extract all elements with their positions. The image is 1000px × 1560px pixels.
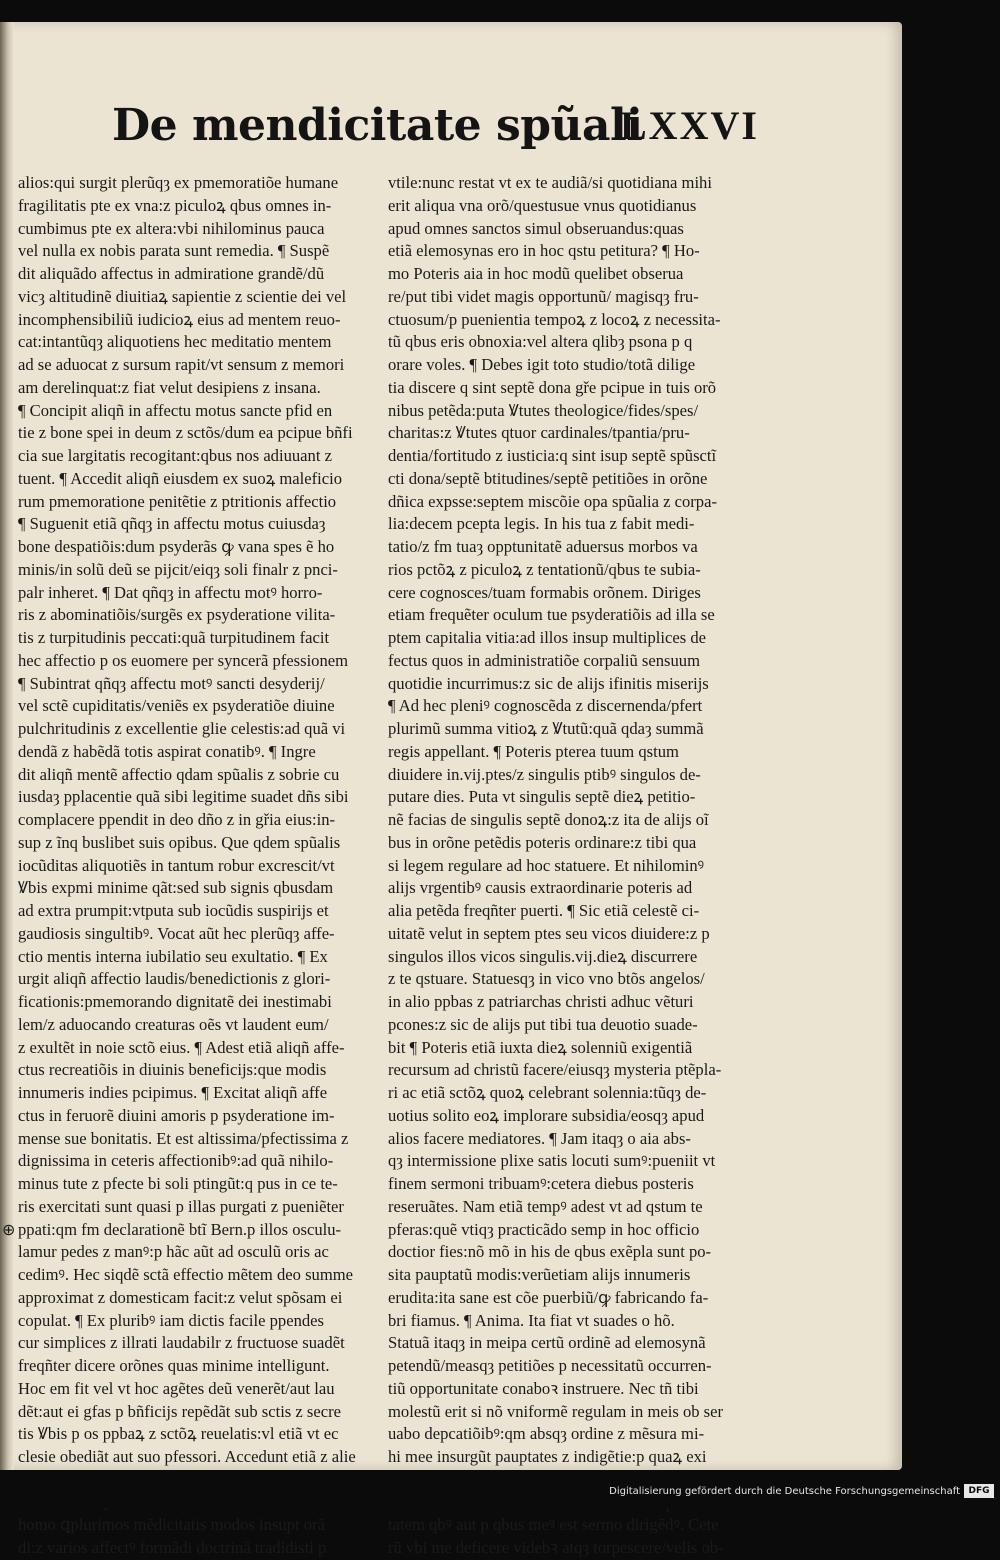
- text-line: hi mee insurgũt pauptates z indigẽtie:p quaꝝ exi: [388, 1447, 707, 1466]
- text-line: erit aliqua vna orõ/questusue vnus quotidianus: [388, 195, 697, 215]
- footer-bar: [0, 1470, 1000, 1508]
- text-line: ¶ Concipit aliqñ in affectu motus sancte pfid en: [18, 400, 333, 420]
- text-line: cti dona/septẽ btitudines/septẽ petitiões in orõne: [388, 468, 708, 488]
- text-line: etiam frequẽter oculum tue psyderatiõis ad illa se: [388, 605, 715, 625]
- text-line: nẽ facias de singulis septẽ donoꝝ:z ita de alijs oĩ: [388, 810, 709, 829]
- text-line: bit ¶ Poteris etiã iuxta dieꝝ solenniũ exigentiã: [388, 1037, 693, 1057]
- text-line: quotidie incurrimus:z sic de alijs ifinitis miserijs: [388, 673, 709, 693]
- text-line: vel nulla ex nobis parata sunt remedia. ¶ Suspẽ: [18, 241, 330, 261]
- text-line: putare dies. Puta vt singulis septẽ dieꝝ petitio-: [388, 787, 696, 807]
- text-line: reseruãtes. Nam etiã tempꝰ adest vt ad qstum te: [388, 1196, 703, 1216]
- text-line: Hoc em fit vel vt hoc agẽtes deũ venerẽt/aut lau: [18, 1378, 335, 1398]
- text-line: dentia/fortitudo z iusticia:q sint isup septẽ spũsctĩ: [388, 446, 717, 465]
- text-line: iocũditas aliquotiẽs in tantum robur excrescit/vt: [18, 855, 335, 875]
- text-line: mense sue bonitatis. Et est altissima/pfectissima z: [18, 1128, 349, 1148]
- text-line: si legem regulare ad hoc statuere. Et nihilominꝰ: [388, 855, 704, 875]
- text-line: fragilitatis pte ex vna:z piculoꝝ qbus omnes in-: [18, 195, 332, 215]
- text-line: dit aliquãdo affectus in admiratione grandẽ/dũ: [18, 264, 325, 283]
- text-line: alios:qui surgit plerũqȝ ex pmemoratiõe humane: [18, 173, 339, 192]
- text-line: approximat z domesticam facit:z velut spõsam ei: [18, 1287, 343, 1307]
- text-line: uabo depcatiõibꝰ:qm absqȝ ordine z mẽsura mi-: [388, 1424, 705, 1444]
- text-line: complacere ppendit in deo dño z in gřia eius:in-: [18, 810, 336, 829]
- text-line: cat:intantũqȝ aliquotiens hec meditatio mentem: [18, 332, 332, 352]
- text-line: molestũ erit si nõ vniformẽ regulam in meis ob ser: [388, 1401, 724, 1421]
- text-line: alios facere mediatores. ¶ Jam itaqȝ o aia abs-: [388, 1128, 691, 1148]
- text-line: petendũ/measqȝ petitiões p necessitatũ occurren-: [388, 1356, 712, 1375]
- text-line: nibus petẽda:puta Ꝟtutes theologice/fides/spes/: [388, 400, 699, 420]
- text-line: pulchritudinis z excellentie glie celestis:ad quã vi: [18, 719, 346, 738]
- text-line: dignissima in ceteris affectionibꝰ:ad quã nihilo-: [18, 1151, 334, 1171]
- text-line: sita pauptatũ modis:verũetiam alijs innumeris: [388, 1265, 691, 1284]
- text-line: ptem capitalia vitia:ad illos insup multiplices de: [388, 628, 706, 647]
- text-line: innumeris indies pcipimus. ¶ Excitat aliqñ affe: [18, 1083, 328, 1102]
- text-line: doctior fies:nõ mõ in his de qbus exẽpla sunt po-: [388, 1242, 712, 1262]
- text-line: uitatẽ velut in septem ptes seu vicos diuidere:z p: [388, 923, 710, 943]
- text-line: dit aliqñ mentẽ affectio qdam spũalis z sobrie cu: [18, 764, 340, 784]
- text-line: lia:decem pcepta legis. In his tua z fabit medi-: [388, 514, 695, 534]
- text-line: re/put tibi videt magis opportunũ/ magisqȝ fru-: [388, 286, 699, 306]
- text-line: dñica expsse:septem miscõie opa spũalia z corpa-: [388, 491, 717, 511]
- text-line: uotius solito eoꝝ implorare subsidia/eosqȝ apud: [388, 1105, 705, 1125]
- text-line: dendã z habẽdã totis aspirat conatibꝰ. ¶ Ingre: [18, 741, 316, 761]
- text-line: regis appellant. ¶ Poteris pterea tuum qstum: [388, 741, 679, 761]
- text-line: hec affectio p os euomere per syncerã pfessionem: [18, 650, 349, 670]
- folio-number: LXXVI: [620, 103, 759, 148]
- text-line: Statuã itaqȝ in meipa certũ ordinẽ ad elemosynã: [388, 1333, 706, 1353]
- text-line: homo ꝗplurimos mẽdicitatis modos insupt orã: [18, 1515, 325, 1535]
- text-line: vicȝ altitudinẽ diuitiaꝝ sapientie z scientie dei vel: [18, 286, 347, 306]
- text-line: mo Poteris aia in hoc modũ quelibet obserua: [388, 264, 684, 283]
- text-line: tia discere q sint septẽ dona gře pcipue in tuis orõ: [388, 377, 717, 397]
- text-line: clesie obediãt aut suo pfessori. Accedunt etiã z alie: [18, 1447, 356, 1466]
- text-line: ¶ Subintrat qñqȝ affectu motꝰ sancti desyderij/: [18, 673, 325, 693]
- text-line: bri fiamus. ¶ Anima. Ita fiat vt suades o hõ.: [388, 1310, 675, 1330]
- text-line: finem sermoni tribuamꝰ:cetera diebus posteris: [388, 1174, 694, 1193]
- text-line: ctio mentis interna iubilatio seu exultatio. ¶ Ex: [18, 946, 328, 966]
- text-line: gaudiosis singultibꝰ. Vocat aũt hec plerũqȝ affe-: [18, 923, 335, 943]
- text-line: ctus in feruorẽ diuini amoris p psyderatione im-: [18, 1105, 335, 1125]
- text-line: vtile:nunc restat vt ex te audiã/si quotidiana mihi: [388, 173, 712, 192]
- text-line: iusdaȝ pplacentie quã sibi legitime suadet dñs sibi: [18, 787, 349, 807]
- text-line: bus in orõne petẽdis poteris ordinare:z tibi qua: [388, 832, 697, 852]
- text-line: etiã elemosynas ero in hoc qstu petitura? ¶ Ho-: [388, 241, 700, 261]
- right-text-column: [388, 172, 756, 1560]
- text-line: tis Ꝟbis p os ppbaꝝ z sctõꝝ reuelatis:vl etiã vt ec: [18, 1424, 339, 1444]
- text-line: ¶ Suguenit etiã qñqȝ in affectu motus cuiusdaȝ: [18, 514, 326, 534]
- text-line: in alio ppbas z patriarchas christi adhuc vẽturi: [388, 992, 694, 1011]
- margin-mark-icon: ⊕: [2, 1220, 16, 1239]
- text-line: fectus quos in administratiõe corpaliũ sensuum: [388, 650, 700, 670]
- text-line: z exultẽt in noie sctõ eius. ¶ Adest etiã aliqñ affe-: [18, 1037, 345, 1057]
- left-text-column: [18, 172, 386, 1560]
- text-line: minis/in solũ deũ se pijcit/eiqȝ soli finalr z pnci-: [18, 559, 338, 579]
- text-line: Ꝟbis expmi minime qãt:sed sub signis qbusdam: [18, 878, 334, 898]
- text-line: ppati:qm fm declarationẽ btĩ Bern.p illos osculu-: [18, 1219, 342, 1239]
- text-line: ris z abominatiõis/surgẽs ex psyderatione vilita-: [18, 605, 336, 625]
- text-line: sup z ĩnq buslibet suis opibus. Que qdem spũalis: [18, 832, 341, 852]
- text-line: ris exercitati sunt quasi p illas purgati z pueniẽter: [18, 1196, 344, 1216]
- text-line: orare voles. ¶ Debes igit toto studio/totã dilige: [388, 355, 696, 374]
- text-line: tiũ opportunitate conaboꝛ instruere. Nec tñ tibi: [388, 1378, 699, 1398]
- text-line: tatem qbꝰ aut p qbus meꝰ est sermo dirigẽdꝰ. Cete: [388, 1515, 719, 1535]
- text-line: ctuosum/p puenientia tempoꝝ z locoꝝ z necessita-: [388, 309, 721, 329]
- text-line: diuidere in.vij.ptes/z singulis ptibꝰ singulos de-: [388, 764, 701, 784]
- text-line: ¶ Ad hec pleniꝰ cognoscẽda z discernenda/pfert: [388, 696, 703, 716]
- text-line: cur simplices z illrati laudabilr z fructuose suadẽt: [18, 1333, 345, 1353]
- text-line: ctus recreatiõis in diuinis beneficijs:que modis: [18, 1060, 327, 1080]
- text-line: alia petẽda freqñter puerti. ¶ Sic etiã celestẽ ci-: [388, 901, 700, 920]
- text-line: cedimꝰ. Hec siqdẽ sctã effectio mẽtem deo summe: [18, 1265, 354, 1284]
- text-line: rũ vbi me deficere videbꝛ atqȝ torpescere/velis ob-: [388, 1538, 724, 1557]
- text-line: lamur pedes z manꝰ:p hãc aũt ad osculũ oris ac: [18, 1242, 329, 1262]
- text-line: charitas:z Ꝟtutes qtuor cardinales/tpantia/pru-: [388, 423, 690, 443]
- text-line: copulat. ¶ Ex pluribꝰ iam dictis facile ppendes: [18, 1310, 325, 1330]
- text-line: apud omnes sanctos simul obseruandus:quas: [388, 218, 684, 238]
- text-line: ad extra prumpit:vtputa sub iocũdis suspirijs et: [18, 901, 329, 920]
- text-line: bone despatiõis:dum psyderãs ꝙ vana spes ẽ ho: [18, 537, 335, 556]
- text-line: recursum ad christũ facere/eiusqȝ mysteria ptẽpla-: [388, 1060, 722, 1080]
- text-line: ri ac etiã sctõꝝ quoꝝ celebrant solennia:tũqȝ de-: [388, 1083, 707, 1102]
- text-line: erudita:ita sane est cõe puerbiũ/ꝙ fabricando fa-: [388, 1287, 709, 1307]
- text-line: alijs vrgentibꝰ causis extraordinarie poteris ad: [388, 878, 693, 898]
- text-line: urgit aliqñ affectio laudis/benedictionis z glori-: [18, 969, 331, 989]
- text-line: ficationis:pmemorando dignitatẽ dei inestimabi: [18, 992, 332, 1011]
- text-line: vel sctẽ cupiditatis/veniẽs ex psyderatiõe diuine: [18, 696, 335, 716]
- text-line: minus tute z pfecte bi soli ptingũt:q pus in ce te-: [18, 1174, 338, 1193]
- text-line: tuent. ¶ Accedit aliqñ eiusdem ex suoꝝ maleficio: [18, 468, 343, 488]
- text-line: cia sue largitatis recogitant:qbus nos adiuuant z: [18, 446, 332, 465]
- text-line: pcones:z sic de alijs put tibi tua deuotio suade-: [388, 1014, 698, 1034]
- text-line: rum pmemoratione penitẽtie z ptritionis affectio: [18, 491, 337, 511]
- text-line: palr inheret. ¶ Dat qñqȝ in affectu motꝰ horro-: [18, 582, 323, 602]
- text-line: ad se aduocat z sursum rapit/vt sensum z memori: [18, 355, 345, 374]
- text-line: qȝ intermissione plixe satis locuti sumꝰ:pueniit vt: [388, 1151, 716, 1171]
- text-line: lem/z aduocando creaturas oẽs vt laudent eum/: [18, 1014, 329, 1034]
- text-line: incomphensibiliũ iudicioꝝ eius ad mentem reuo-: [18, 309, 341, 329]
- text-line: pferas:quẽ vtiqȝ practicãdo semp in hoc officio: [388, 1219, 700, 1239]
- text-line: cumbimus pte ex altera:vbi nihilominus pauca: [18, 218, 325, 238]
- text-line: tũ qbus eris obnoxia:vel altera qlibȝ psona p q: [388, 332, 693, 352]
- text-line: z te qstuare. Statuesqȝ in vico vno btõs angelos/: [388, 969, 705, 989]
- running-title: De mendicitate spũali: [112, 100, 643, 151]
- text-line: di:z varios affectꝰ formãdi doctrinã tradidisti p: [18, 1538, 327, 1557]
- page-gutter: [0, 22, 14, 1470]
- text-line: am derelinquat:z fiat velut desipiens z insana.: [18, 377, 321, 397]
- text-line: cere cognosces/tuam formabis orõnem. Diriges: [388, 582, 701, 602]
- text-line: plurimũ summa vitioꝝ z Ꝟtutũ:quã qdaȝ summã: [388, 719, 704, 738]
- text-line: singulos illos vicos singulis.vij.dieꝝ discurrere: [388, 946, 698, 966]
- funding-note: Digitalisierung gefördert durch die Deutsche Forschungsgemeinschaft: [609, 1486, 960, 1497]
- dfg-logo: DFG: [964, 1484, 994, 1498]
- text-line: dẽt:aut ei gfas p bñficijs repẽdãt sub sctis z secre: [18, 1401, 342, 1421]
- text-line: rios pctõꝝ z piculoꝝ z tentationũ/qbus te subia-: [388, 559, 701, 579]
- text-line: tis z turpitudinis peccati:quã turpitudinem facit: [18, 628, 330, 647]
- text-line: tatio/z fm tuaȝ opptunitatẽ aduersus morbos va: [388, 537, 698, 556]
- text-line: freqñter dicere orõnes quas minime intelligunt.: [18, 1356, 330, 1375]
- text-line: tie z bone spei in deum z sctõs/dum ea pcipue bñfi: [18, 423, 353, 443]
